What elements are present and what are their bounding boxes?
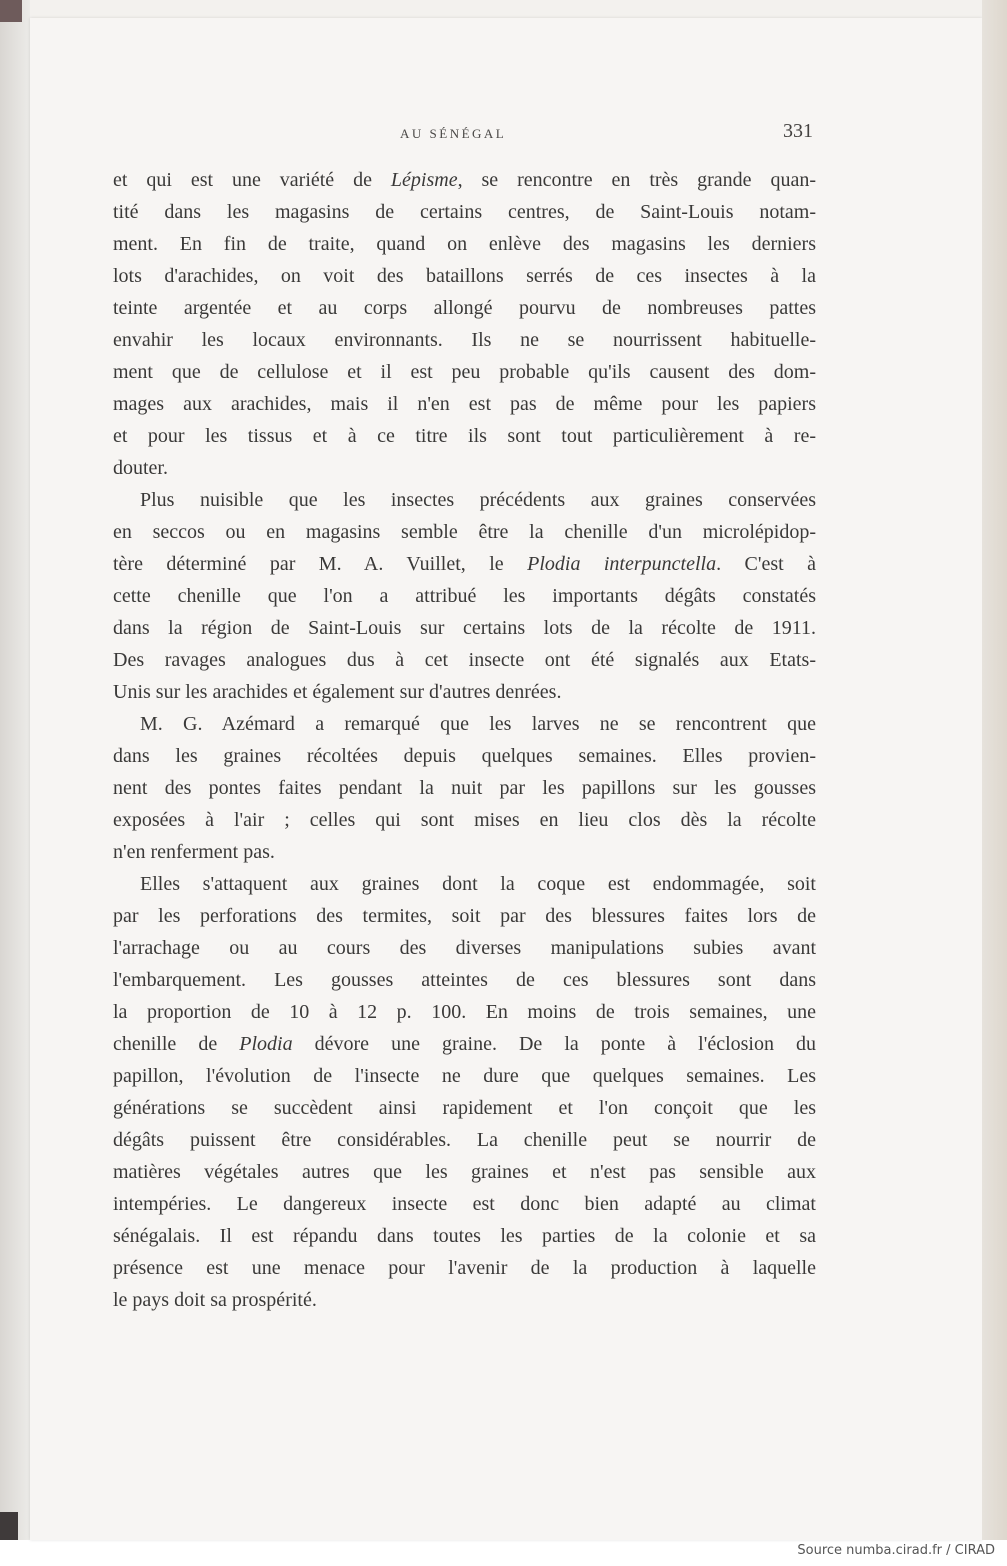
text-line: [113, 900, 816, 932]
body-text: [113, 164, 816, 1316]
text-segment: nent des pontes faites pendant la nuit par les papillons sur les gousses: [113, 777, 816, 799]
text-segment: dévore une graine. De la ponte à l'éclosion du: [292, 1033, 816, 1055]
text-segment: en seccos ou en magasins semble être la chenille d'un microlépidop-: [113, 521, 816, 543]
page-stack-edge: [982, 0, 1007, 1540]
text-segment: Des ravages analogues dus à cet insecte ont été signalés aux Etats-: [113, 649, 816, 671]
page-number: 331: [783, 120, 813, 142]
italic-term: Plodia: [239, 1033, 293, 1055]
text-segment: dans la région de Saint-Louis sur certains lots de la récolte de 1911.: [113, 617, 816, 639]
text-segment: intempéries. Le dangereux insecte est donc bien adapté au climat: [113, 1193, 816, 1215]
text-segment: par les perforations des termites, soit par des blessures faites lors de: [113, 905, 816, 927]
text-segment: mages aux arachides, mais il n'en est pas de même pour les papiers: [113, 393, 816, 415]
text-segment: exposées à l'air ; celles qui sont mises en lieu clos dès la récolte: [113, 809, 816, 831]
text-line: [113, 452, 816, 484]
text-segment: générations se succèdent ainsi rapidement et l'on conçoit que les: [113, 1097, 816, 1119]
text-line: [113, 836, 816, 868]
text-line: [113, 1028, 816, 1060]
text-line: [113, 1156, 816, 1188]
text-segment: sénégalais. Il est répandu dans toutes les parties de la colonie et sa: [113, 1225, 816, 1247]
text-line: [113, 1092, 816, 1124]
text-segment: papillon, l'évolution de l'insecte ne dure que quelques semaines. Les: [113, 1065, 816, 1087]
text-line: [113, 1284, 816, 1316]
running-head: AU SÉNÉGAL: [400, 126, 507, 141]
text-line: [113, 484, 816, 516]
text-segment: n'en renferment pas.: [113, 841, 275, 863]
text-line: [113, 516, 816, 548]
text-line: [113, 644, 816, 676]
text-line: [113, 260, 816, 292]
text-line: [113, 1188, 816, 1220]
text-line: [113, 324, 816, 356]
text-segment: Plus nuisible que les insectes précédents aux graines conservées: [140, 489, 816, 511]
text-segment: tité dans les magasins de certains centres, de Saint-Louis notam-: [113, 201, 816, 223]
text-line: [113, 1060, 816, 1092]
text-segment: et qui est une variété de: [113, 169, 391, 191]
text-line: [113, 740, 816, 772]
text-line: [113, 964, 816, 996]
text-segment: matières végétales autres que les graines et n'est pas sensible aux: [113, 1161, 816, 1183]
text-line: [113, 1124, 816, 1156]
text-line: [113, 1220, 816, 1252]
text-line: [113, 228, 816, 260]
text-line: [113, 804, 816, 836]
text-segment: chenille de: [113, 1033, 240, 1055]
text-segment: . C'est à: [716, 553, 816, 575]
text-line: [113, 420, 816, 452]
text-segment: ment que de cellulose et il est peu probable qu'ils causent des dom-: [113, 361, 816, 383]
text-segment: le pays doit sa prospérité.: [113, 1289, 317, 1311]
text-line: [113, 676, 816, 708]
text-segment: et pour les tissus et à ce titre ils sont tout particulièrement à re-: [113, 425, 816, 447]
text-line: [113, 708, 816, 740]
text-segment: tère déterminé par M. A. Vuillet, le: [113, 553, 528, 575]
text-segment: lots d'arachides, on voit des bataillons serrés de ces insectes à la: [113, 265, 816, 287]
text-line: [113, 1252, 816, 1284]
italic-term: Lépisme: [390, 169, 458, 191]
text-segment: dégâts puissent être considérables. La chenille peut se nourrir de: [113, 1129, 816, 1151]
text-segment: ment. En fin de traite, quand on enlève des magasins les derniers: [113, 233, 816, 255]
binding-mark-bottom: [0, 1512, 18, 1540]
text-line: [113, 772, 816, 804]
text-line: [113, 868, 816, 900]
text-line: [113, 388, 816, 420]
binding-mark-top: [0, 0, 22, 22]
text-line: [113, 356, 816, 388]
text-segment: cette chenille que l'on a attribué les importants dégâts constatés: [113, 585, 816, 607]
book-left-edge: [0, 0, 30, 1540]
text-segment: Unis sur les arachides et également sur d'autres denrées.: [113, 681, 562, 703]
source-credit: Source numba.cirad.fr / CIRAD: [797, 1543, 995, 1558]
text-line: [113, 580, 816, 612]
text-line: [113, 548, 816, 580]
text-segment: présence est une menace pour l'avenir de la production à laquelle: [113, 1257, 816, 1279]
text-segment: , se rencontre en très grande quan-: [457, 169, 816, 191]
text-segment: l'embarquement. Les gousses atteintes de ces blessures sont dans: [113, 969, 816, 991]
text-line: [113, 932, 816, 964]
italic-term: Plodia interpunctella: [527, 553, 717, 575]
text-segment: douter.: [113, 457, 168, 479]
text-line: [113, 996, 816, 1028]
text-line: [113, 164, 816, 196]
text-segment: M. G. Azémard a remarqué que les larves ne se rencontrent que: [140, 713, 816, 735]
text-segment: teinte argentée et au corps allongé pourvu de nombreuses pattes: [113, 297, 816, 319]
text-segment: Elles s'attaquent aux graines dont la coque est endommagée, soit: [140, 873, 816, 895]
text-segment: l'arrachage ou au cours des diverses manipulations subies avant: [113, 937, 816, 959]
text-line: [113, 612, 816, 644]
text-line: [113, 292, 816, 324]
text-line: [113, 196, 816, 228]
text-segment: envahir les locaux environnants. Ils ne se nourrissent habituelle-: [113, 329, 816, 351]
text-segment: la proportion de 10 à 12 p. 100. En moins de trois semaines, une: [113, 1001, 816, 1023]
text-segment: dans les graines récoltées depuis quelques semaines. Elles provien-: [113, 745, 816, 767]
